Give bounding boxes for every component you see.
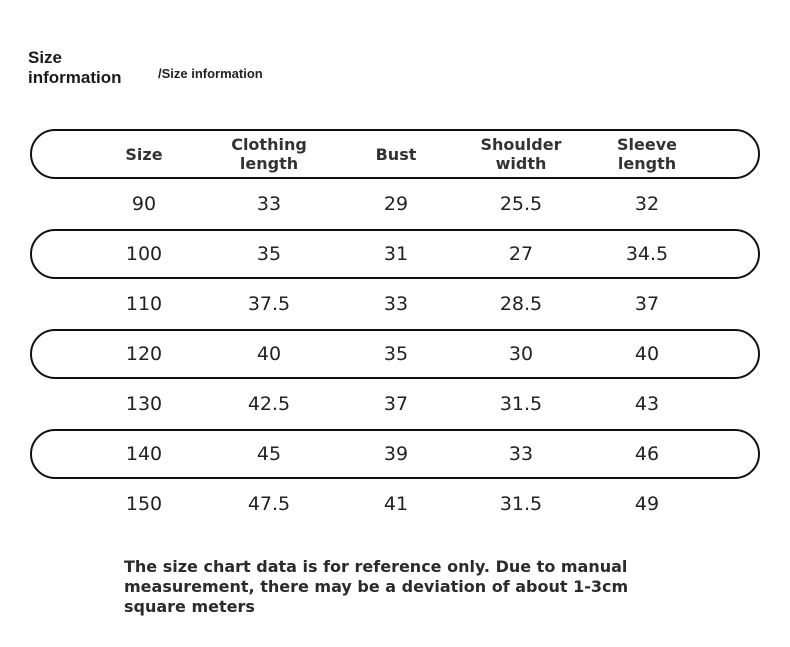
cell-bust: 41 <box>383 493 409 515</box>
cell-sleeve-length: 49 <box>634 493 660 515</box>
cell-bust: 33 <box>383 293 409 315</box>
header-shoulder-width: Shoulder width <box>480 135 562 173</box>
table-row <box>30 379 760 429</box>
cell-shoulder-width: 28.5 <box>499 293 543 315</box>
page-subtitle: /Size information <box>158 66 263 81</box>
cell-size: 110 <box>125 293 163 315</box>
table-row <box>30 179 760 229</box>
cell-shoulder-width: 30 <box>508 343 534 365</box>
cell-clothing-length: 45 <box>256 443 282 465</box>
page-title: Size information <box>28 48 122 87</box>
table-row <box>30 229 760 279</box>
disclaimer-note: The size chart data is for reference only. Due to manual measurement, there may be a deviation of about 1-3cm square meters <box>124 557 629 616</box>
cell-bust: 31 <box>383 243 409 265</box>
cell-bust: 35 <box>383 343 409 365</box>
cell-bust: 37 <box>383 393 409 415</box>
header-bust: Bust <box>375 144 417 164</box>
header-size: Size <box>125 144 163 164</box>
cell-clothing-length: 40 <box>256 343 282 365</box>
cell-size: 100 <box>125 243 163 265</box>
table-row <box>30 479 760 529</box>
cell-size: 120 <box>125 343 163 365</box>
size-table <box>30 129 760 529</box>
cell-size: 130 <box>125 393 163 415</box>
cell-shoulder-width: 33 <box>508 443 534 465</box>
cell-bust: 39 <box>383 443 409 465</box>
cell-shoulder-width: 25.5 <box>499 193 543 215</box>
cell-size: 150 <box>125 493 163 515</box>
cell-clothing-length: 35 <box>256 243 282 265</box>
header-sleeve-length: Sleeve length <box>617 135 677 173</box>
table-row <box>30 279 760 329</box>
cell-size: 140 <box>125 443 163 465</box>
table-row <box>30 329 760 379</box>
cell-clothing-length: 42.5 <box>247 393 291 415</box>
cell-shoulder-width: 27 <box>508 243 534 265</box>
table-row <box>30 429 760 479</box>
table-header-row <box>30 129 760 179</box>
cell-shoulder-width: 31.5 <box>499 493 543 515</box>
cell-sleeve-length: 34.5 <box>625 243 669 265</box>
cell-clothing-length: 33 <box>256 193 282 215</box>
cell-sleeve-length: 37 <box>634 293 660 315</box>
cell-sleeve-length: 40 <box>634 343 660 365</box>
cell-size: 90 <box>131 193 157 215</box>
cell-sleeve-length: 43 <box>634 393 660 415</box>
cell-shoulder-width: 31.5 <box>499 393 543 415</box>
cell-sleeve-length: 32 <box>634 193 660 215</box>
cell-clothing-length: 47.5 <box>247 493 291 515</box>
cell-bust: 29 <box>383 193 409 215</box>
header-clothing-length: Clothing length <box>231 135 307 173</box>
cell-sleeve-length: 46 <box>634 443 660 465</box>
cell-clothing-length: 37.5 <box>247 293 291 315</box>
